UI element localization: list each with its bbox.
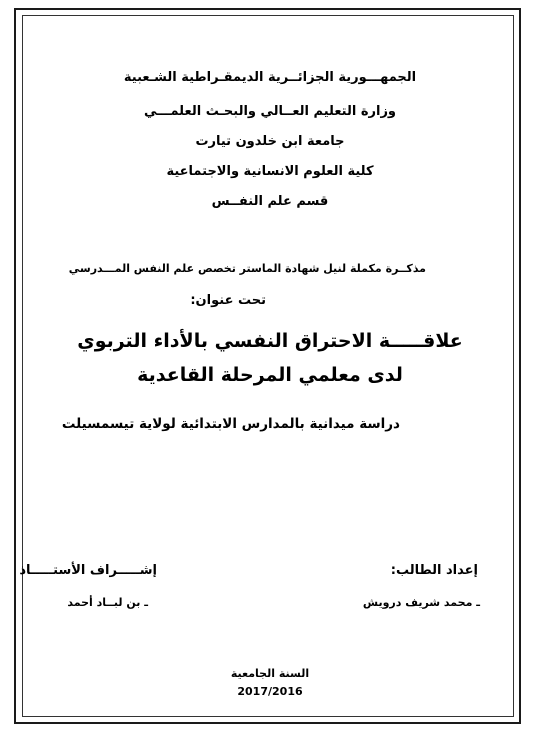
department-heading: قسم علم النفــس xyxy=(211,194,329,209)
thesis-title-line2: لدى معلمي المرحلة القاعدية xyxy=(137,364,403,386)
republic-heading: الجمهـــورية الجزائــرية الديمقـراطية الشـعبية xyxy=(123,70,417,85)
ministry-heading: وزارة التعليم العــالي والبحـث العلمـــي xyxy=(143,104,397,119)
faculty-heading: كلية العلوم الانسانية والاجتماعية xyxy=(166,164,374,179)
thesis-title-line1: علاقـــــة الاحتراق النفسي بالأداء التربوي xyxy=(77,330,463,352)
supervisor-label: إشـــــراف الأستـــــاذ xyxy=(19,563,157,578)
academic-year-label: السنة الجامعية xyxy=(230,667,310,680)
student-label: إعداد الطالب: xyxy=(390,563,478,578)
student-name: ـ محمد شريف درويش xyxy=(362,596,480,609)
memo-description: مذكــرة مكملة لنيل شهادة الماستر تخصص علم النفس المـــدرسي xyxy=(68,262,426,275)
thesis-subtitle: دراسة ميدانية بالمدارس الابتدائية لولاية تيسمسيلت xyxy=(61,416,400,432)
supervisor-name: ـ بن لبــاد أحمد xyxy=(67,596,148,609)
under-title-label: تحت عنوان: xyxy=(190,293,266,308)
university-heading: جامعة ابن خلدون تيارت xyxy=(195,134,345,149)
academic-year-value: 2017/2016 xyxy=(237,685,303,698)
